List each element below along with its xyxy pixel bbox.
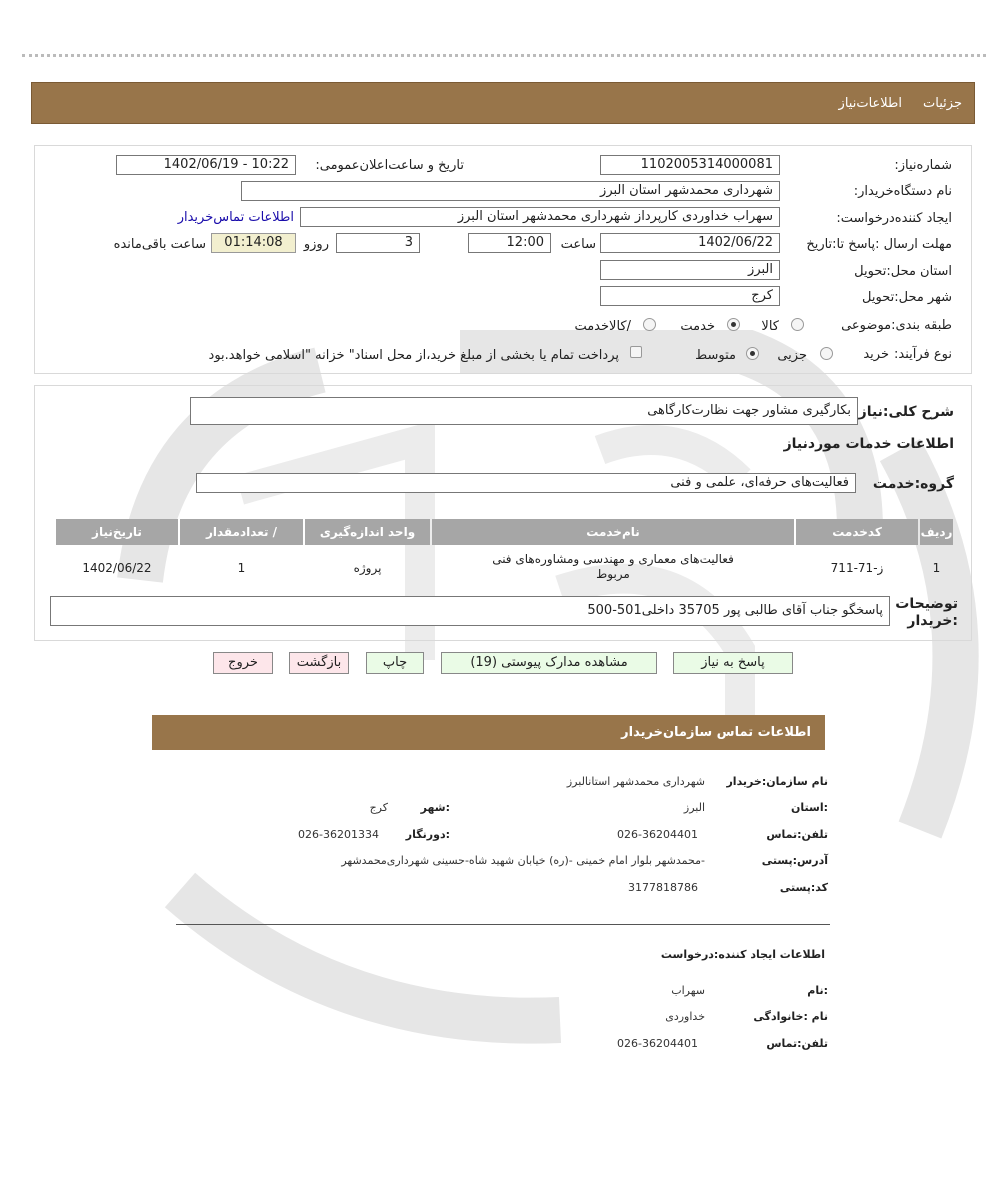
- category-service-radio[interactable]: [727, 318, 740, 331]
- back-button[interactable]: بازگشت: [289, 652, 349, 674]
- creator-family-value: خداوردی: [665, 1010, 705, 1023]
- cell-unit: پروژه: [353, 561, 382, 575]
- process-partial-radio[interactable]: [820, 347, 833, 360]
- contact-phone-value: 026-36204401: [617, 828, 698, 841]
- province-label: استان محل:تحویل: [854, 264, 952, 279]
- contact-fax-value: 026-36201334: [298, 828, 379, 841]
- buyer-org-field: شهرداری محمدشهر استان البرز: [241, 181, 780, 201]
- tab-need-info[interactable]: اطلاعات‌نیاز: [838, 96, 902, 111]
- creator-phone-label: تلفن:تماس: [766, 1037, 828, 1050]
- contact-city-value: کرج: [369, 801, 388, 814]
- reply-button[interactable]: پاسخ به نیاز: [673, 652, 793, 674]
- announce-label: تاریخ و ساعت‌اعلان‌عمومی:: [315, 158, 464, 173]
- creator-name-label: :نام: [807, 984, 828, 997]
- cell-quantity: 1: [237, 561, 246, 575]
- col-quantity: / تعدادمقدار: [180, 519, 303, 545]
- cell-service-name: فعالیت‌های معماری و مهندسی ومشاوره‌های فنی مربوط: [492, 552, 734, 581]
- top-divider: [22, 54, 986, 57]
- deadline-date-field: 1402/06/22: [600, 233, 780, 253]
- view-attachments-button[interactable]: مشاهده مدارک پیوستی (19): [441, 652, 657, 674]
- treasury-payment-checkbox[interactable]: [630, 346, 642, 358]
- days-label: روزو: [303, 237, 329, 252]
- cell-row-number: 1: [932, 561, 941, 575]
- contact-postal-label: کد:پستی: [779, 881, 828, 894]
- process-medium-radio[interactable]: [746, 347, 759, 360]
- summary-label: شرح کلی:نیاز: [858, 404, 954, 420]
- deadline-label: مهلت ارسال :پاسخ تا:تاریخ: [806, 237, 952, 252]
- buyer-contact-link[interactable]: اطلاعات تماس‌خریدار: [177, 210, 294, 225]
- buyer-notes-field: پاسخگو جناب آقای طالبی پور 35705 داخلی501-500: [50, 596, 890, 626]
- exit-button[interactable]: خروج: [213, 652, 273, 674]
- need-number-label: شماره‌نیاز:: [894, 158, 952, 173]
- contact-province-value: البرز: [683, 801, 705, 814]
- contact-province-label: :استان: [791, 801, 828, 814]
- creator-family-label: نام :خانوادگی: [753, 1010, 828, 1023]
- contact-address-value: -محمدشهر بلوار امام خمینی -(ره) خیابان شهید شاه-حسینی شهرداری‌محمدشهر: [341, 854, 705, 867]
- buyer-contact-title: اطلاعات تماس سازمان‌خریدار: [621, 725, 811, 740]
- col-need-date: تاریخ‌نیاز: [56, 519, 178, 545]
- category-goods-service-label: /کالاخدمت: [574, 319, 631, 334]
- contact-org-label: نام سازمان:خریدار: [726, 775, 828, 788]
- process-buy-label: خرید: [863, 347, 889, 362]
- col-service-name: نام‌خدمت: [432, 519, 794, 545]
- remaining-timer: 01:14:08: [211, 233, 296, 253]
- summary-field: بکارگیری مشاور جهت نظارت‌کارگاهی: [190, 397, 858, 425]
- category-goods-service-radio[interactable]: [643, 318, 656, 331]
- group-label: گروه:خدمت: [872, 476, 954, 492]
- creator-info-title: اطلاعات ایجاد کننده:درخواست: [660, 948, 825, 961]
- need-info-panel: [34, 145, 972, 374]
- creator-name-value: سهراب: [671, 984, 705, 997]
- page-header: [31, 82, 975, 124]
- contact-city-label: :شهر: [420, 801, 450, 814]
- cell-need-date: 1402/06/22: [82, 561, 152, 575]
- province-field: البرز: [600, 260, 780, 280]
- creator-label: ایجاد کننده‌درخواست:: [836, 211, 952, 226]
- cell-service-code: ز-71-711: [830, 561, 884, 575]
- category-goods-radio[interactable]: [791, 318, 804, 331]
- days-field: 3: [336, 233, 420, 253]
- process-medium-label: متوسط: [695, 348, 736, 363]
- col-service-code: کدخدمت: [796, 519, 918, 545]
- creator-field: سهراب خداوردی کارپرداز شهرداری محمدشهر استان البرز: [300, 207, 780, 227]
- category-label: طبقه بندی:موضوعی: [841, 318, 952, 333]
- tab-details[interactable]: جزئیات: [923, 96, 962, 111]
- announce-field: 1402/06/19 - 10:22: [116, 155, 296, 175]
- city-field: کرج: [600, 286, 780, 306]
- need-number-field: 1102005314000081: [600, 155, 780, 175]
- contact-fax-label: :دورنگار: [405, 828, 450, 841]
- contact-postal-value: 3177818786: [628, 881, 698, 894]
- buyer-org-label: نام دستگاه‌خریدار:: [853, 184, 952, 199]
- print-button[interactable]: چاپ: [366, 652, 424, 674]
- category-goods-label: کالا: [761, 319, 779, 334]
- col-unit: واحد اندازه‌گیری: [305, 519, 430, 545]
- contact-org-value: شهرداری محمدشهر استانالبرز: [566, 775, 705, 788]
- group-field: فعالیت‌های حرفه‌ای، علمی و فنی: [196, 473, 856, 493]
- process-partial-label: جزیی: [777, 348, 807, 363]
- contact-divider: [176, 924, 830, 925]
- remaining-label: ساعت باقی‌مانده: [113, 237, 206, 252]
- category-service-label: خدمت: [680, 319, 715, 334]
- col-row-number: ردیف: [920, 519, 953, 545]
- treasury-payment-note: پرداخت تمام یا بخشی از مبلغ خرید،از محل اسناد" خزانه "اسلامی خواهد.بود: [208, 348, 619, 363]
- contact-address-label: آدرس:پستی: [761, 854, 828, 867]
- city-label: شهر محل:تحویل: [862, 290, 952, 305]
- services-title: اطلاعات خدمات موردنیاز: [783, 436, 954, 452]
- contact-phone-label: تلفن:تماس: [766, 828, 828, 841]
- creator-phone-value: 026-36204401: [617, 1037, 698, 1050]
- process-label: نوع فرآیند:: [894, 347, 952, 362]
- buyer-contact-header: [152, 715, 825, 750]
- buyer-notes-label: توضیحات :خریدار: [895, 596, 958, 629]
- deadline-time-field: 12:00: [468, 233, 551, 253]
- deadline-time-label: ساعت: [560, 237, 596, 252]
